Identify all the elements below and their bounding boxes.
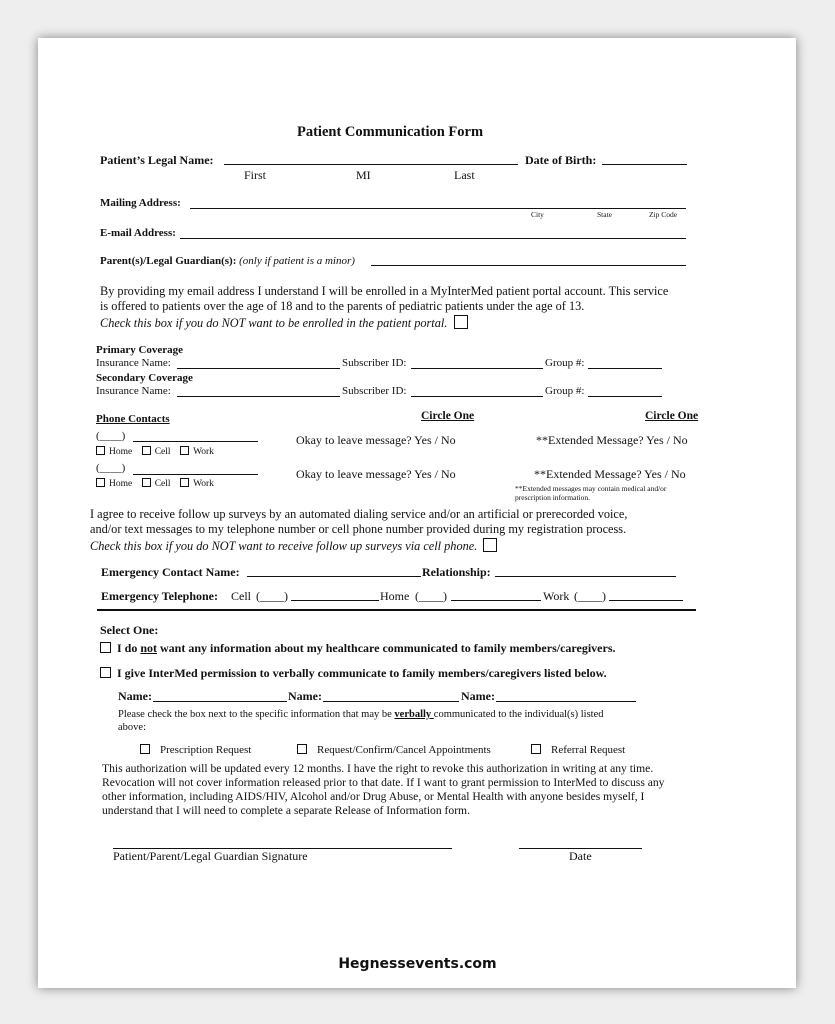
option-no-info-pre: I do [117, 641, 141, 655]
phone1-cell-label: Cell [154, 447, 171, 457]
address-part-zip: Zip Code [649, 210, 678, 219]
name-part-mi: MI [356, 168, 371, 182]
info-option-referral [531, 744, 625, 756]
extended-note-line-2: prescription information. [515, 493, 590, 502]
portal-optout-text: Check this box if you do NOT want to be enrolled in the patient portal. [100, 316, 448, 330]
emergency-cell-area[interactable]: (____) [256, 589, 288, 603]
option-no-info-not: not [140, 641, 158, 655]
phone1-home-label: Home [109, 447, 133, 457]
primary-subscriber-label: Subscriber ID: [342, 357, 407, 369]
survey-optout-row [90, 538, 497, 554]
page-title: Patient Communication Form [297, 124, 484, 140]
phone1-cell-checkbox[interactable] [142, 446, 151, 455]
option-no-info-row [100, 641, 616, 656]
phone2-extended-message: **Extended Message? Yes / No [534, 467, 686, 481]
phone1-types [96, 446, 214, 457]
authorization-line-3: other information, including AIDS/HIV, Alcohol and/or Drug Abuse, or Mental Health with anyone besides myself, I [102, 790, 645, 803]
phone2-area-code[interactable]: (____) [96, 462, 126, 474]
phone1-number-field[interactable] [133, 441, 258, 442]
site-footer: Hegnessevents.com [338, 956, 497, 972]
address-part-state: State [597, 210, 612, 219]
family-name-label-1: Name: [118, 689, 152, 703]
phone2-number-field[interactable] [133, 474, 258, 475]
phone2-cell-label: Cell [154, 479, 171, 489]
check-instruction-line-2: above: [118, 722, 146, 733]
survey-optout-checkbox[interactable] [483, 538, 497, 552]
check-instruction-pre: Please check the box next to the specific information that may be [118, 709, 395, 720]
check-instruction-verbally: verbally [394, 709, 434, 720]
secondary-group-label: Group #: [545, 385, 585, 397]
dob-label: Date of Birth: [525, 153, 597, 167]
authorization-line-2: Revocation will not cover information released prior to that date. If I want to grant permission to InterMed to discuss any [102, 776, 665, 789]
phone1-extended-message: **Extended Message? Yes / No [536, 433, 688, 447]
family-name-label-2: Name: [288, 689, 322, 703]
phone2-home-label: Home [109, 479, 133, 489]
phone2-work-label: Work [193, 479, 214, 489]
emergency-work-field[interactable] [609, 600, 683, 601]
date-label: Date [569, 849, 592, 863]
primary-subscriber-field[interactable] [411, 368, 543, 369]
extended-note-line-1: **Extended messages may contain medical and/or [515, 484, 667, 493]
phone2-types [96, 478, 214, 489]
primary-group-label: Group #: [545, 357, 585, 369]
emergency-contact-label: Emergency Contact Name: [101, 565, 240, 579]
info-referral-checkbox[interactable] [531, 744, 541, 754]
phone1-work-label: Work [193, 447, 214, 457]
mailing-label: Mailing Address: [100, 197, 181, 209]
portal-optout-checkbox[interactable] [454, 315, 468, 329]
emergency-home-field[interactable] [451, 600, 541, 601]
family-name-field-1[interactable] [153, 701, 287, 702]
family-name-field-2[interactable] [323, 701, 459, 702]
select-one-label: Select One: [100, 623, 159, 637]
relationship-label: Relationship: [422, 565, 491, 579]
emergency-phone-label: Emergency Telephone: [101, 589, 218, 603]
primary-insurance-field[interactable] [177, 368, 340, 369]
name-part-last: Last [454, 168, 475, 182]
authorization-line-1: This authorization will be updated every 12 months. I have the right to revoke this authorization in writing at any time. [102, 762, 654, 775]
emergency-home-label: Home [380, 589, 410, 603]
emergency-contact-field[interactable] [247, 576, 421, 577]
info-referral-label: Referral Request [551, 744, 626, 756]
option-no-info-checkbox[interactable] [100, 642, 111, 653]
info-appointments-label: Request/Confirm/Cancel Appointments [317, 744, 491, 756]
phone-contacts-heading: Phone Contacts [96, 413, 170, 425]
family-name-field-3[interactable] [496, 701, 636, 702]
portal-line-2: is offered to patients over the age of 18 and to the parents of pediatric patients under the age of 13. [100, 299, 585, 313]
secondary-insurance-field[interactable] [177, 396, 340, 397]
emergency-work-area[interactable]: (____) [574, 589, 606, 603]
signature-label: Patient/Parent/Legal Guardian Signature [113, 849, 308, 863]
info-option-appointments [297, 744, 491, 756]
mailing-field[interactable] [190, 208, 686, 209]
info-option-prescription [140, 744, 251, 756]
primary-insurance-label: Insurance Name: [96, 357, 171, 369]
guardian-row [100, 255, 355, 267]
option-permission-text: I give InterMed permission to verbally communicate to family members/caregivers listed below. [117, 666, 607, 680]
legal-name-field[interactable] [224, 164, 518, 165]
option-permission-row [100, 666, 607, 681]
email-label: E-mail Address: [100, 227, 176, 239]
phone1-home-checkbox[interactable] [96, 446, 105, 455]
secondary-coverage-label: Secondary Coverage [96, 372, 193, 384]
survey-optout-text: Check this box if you do NOT want to receive follow up surveys via cell phone. [90, 539, 478, 553]
info-prescription-checkbox[interactable] [140, 744, 150, 754]
legal-name-label: Patient’s Legal Name: [100, 153, 214, 167]
emergency-cell-field[interactable] [291, 600, 379, 601]
secondary-subscriber-field[interactable] [411, 396, 543, 397]
phone1-area-code[interactable]: (____) [96, 430, 126, 442]
emergency-cell-label: Cell [231, 589, 251, 603]
extended-note [515, 484, 666, 502]
survey-line-1: I agree to receive follow up surveys by an automated dialing service and/or an artificial or prerecorded voice, [90, 507, 628, 521]
guardian-note: (only if patient is a minor) [239, 255, 355, 267]
portal-optout-row [100, 315, 468, 331]
secondary-subscriber-label: Subscriber ID: [342, 385, 407, 397]
guardian-label: Parent(s)/Legal Guardian(s): [100, 255, 237, 267]
circle-one-heading-1: Circle One [421, 410, 475, 422]
survey-line-2: and/or text messages to my telephone number or cell phone number provided during my registration process. [90, 522, 627, 536]
check-instruction-line-1 [118, 709, 604, 720]
family-name-label-3: Name: [461, 689, 495, 703]
check-instruction-post: communicated to the individual(s) listed [433, 709, 604, 720]
primary-coverage-label: Primary Coverage [96, 344, 184, 356]
name-part-first: First [244, 168, 267, 182]
circle-one-heading-2: Circle One [645, 410, 699, 422]
primary-group-field[interactable] [588, 368, 662, 369]
authorization-line-4: understand that I will need to complete a separate Release of Information form. [102, 804, 470, 817]
emergency-home-area[interactable]: (____) [415, 589, 447, 603]
dob-field[interactable] [602, 164, 687, 165]
phone2-work-checkbox[interactable] [180, 478, 189, 487]
portal-line-1: By providing my email address I understand I will be enrolled in a MyInterMed patient portal account. This service [100, 284, 669, 298]
emergency-work-label: Work [543, 589, 570, 603]
address-part-city: City [531, 210, 544, 219]
phone1-leave-message: Okay to leave message? Yes / No [296, 433, 456, 447]
option-no-info-post: want any information about my healthcare communicated to family members/caregivers. [157, 641, 616, 655]
secondary-group-field[interactable] [588, 396, 662, 397]
guardian-field[interactable] [371, 265, 686, 266]
secondary-insurance-label: Insurance Name: [96, 385, 171, 397]
phone2-cell-checkbox[interactable] [142, 478, 151, 487]
email-field[interactable] [180, 238, 686, 239]
phone1-work-checkbox[interactable] [180, 446, 189, 455]
phone2-leave-message: Okay to leave message? Yes / No [296, 467, 456, 481]
info-appointments-checkbox[interactable] [297, 744, 307, 754]
phone2-home-checkbox[interactable] [96, 478, 105, 487]
relationship-field[interactable] [495, 576, 676, 577]
section-divider [97, 609, 696, 611]
info-prescription-label: Prescription Request [160, 744, 252, 756]
option-permission-checkbox[interactable] [100, 667, 111, 678]
